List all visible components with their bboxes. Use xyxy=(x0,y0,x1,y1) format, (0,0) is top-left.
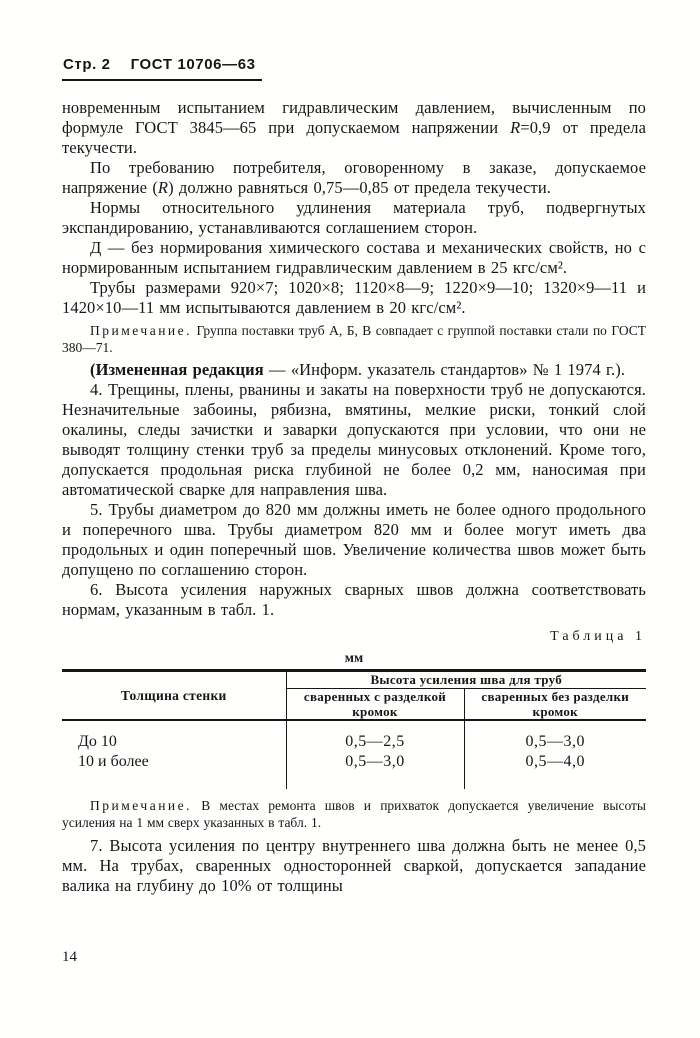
column-header-without-edge-prep: сваренных без разделки кромок xyxy=(464,689,646,721)
paragraph-amendment xyxy=(62,360,646,380)
text-segment: По требованию потребителя, оговоренному в заказе, допускаемое напряжение ( xyxy=(62,158,646,197)
note-paragraph xyxy=(62,323,646,356)
cell-value: 0,5—3,0 xyxy=(464,720,646,752)
text-segment: ) должно равняться 0,75—0,85 от предела текучести. xyxy=(168,178,551,197)
table-header-row xyxy=(62,671,646,689)
text-segment: Группа поставки труб А, Б, В совпадает с группой поставки стали по ГОСТ 380—71. xyxy=(62,323,646,355)
paragraph: Нормы относительного удлинения материала труб, подвергнутых экспандированию, устанавливаются соглашением сторон. xyxy=(62,198,646,237)
table-row xyxy=(62,720,646,752)
text-segment: новременным испытанием гидравлическим давлением, вычисленным по формуле ГОСТ 3845—65 при допускаемом напряжении xyxy=(62,98,646,137)
table-unit-label: мм xyxy=(344,650,364,665)
standard-number: ГОСТ 10706—63 xyxy=(130,56,256,73)
page-header xyxy=(62,56,262,81)
cell-empty xyxy=(286,772,464,789)
page-content xyxy=(62,56,646,896)
note-label: Примечание. xyxy=(90,798,193,813)
paragraph-continuation xyxy=(62,98,646,158)
table-caption: Таблица 1 xyxy=(550,629,646,644)
column-header-with-edge-prep: сваренных с разделкой кромок xyxy=(286,689,464,721)
cell-empty xyxy=(464,772,646,789)
cell-empty xyxy=(62,772,286,789)
cell-thickness: 10 и более xyxy=(78,753,149,770)
table-open-bottom-row xyxy=(62,772,646,789)
weld-height-table xyxy=(62,669,646,789)
paragraph xyxy=(62,158,646,198)
note-label: Примечание. xyxy=(90,323,193,338)
page-label: Стр. 2 xyxy=(63,56,111,73)
text-segment: — «Информ. указатель стандартов» № 1 1974 г.). xyxy=(263,360,626,379)
cell-value: 0,5—3,0 xyxy=(286,752,464,772)
formula-variable-R: R xyxy=(157,178,169,197)
column-header-weld-height: Высота усиления шва для труб xyxy=(286,671,646,689)
text-segment: =0,9 от предела текучести. xyxy=(62,118,647,157)
paragraph-clause-5: 5. Трубы диаметром до 820 мм должны иметь не более одного продольного и поперечного шва. Трубы диаметром 820 мм и более могут иметь два продольных и один поперечный шов. Увеличение количества швов может быть допущено по соглашению сторон. xyxy=(62,500,646,579)
cell-thickness: До 10 xyxy=(78,733,117,750)
paragraph-clause-7: 7. Высота усиления по центру внутреннего шва должна быть не менее 0,5 мм. На трубах, сваренных односторонней сваркой, допускается западание валика на глубину до 10% от толщины xyxy=(62,836,646,895)
cell-value: 0,5—4,0 xyxy=(464,752,646,772)
cell-value: 0,5—2,5 xyxy=(286,720,464,752)
text-segment: В местах ремонта швов и прихваток допускается увеличение высоты усиления на 1 мм сверх указанных в табл. 1. xyxy=(62,798,646,830)
amendment-label: (Измененная редакция xyxy=(90,360,264,379)
formula-variable-R: R xyxy=(510,118,521,137)
paragraph-clause-6: 6. Высота усиления наружных сварных швов должна соответствовать нормам, указанным в табл. 1. xyxy=(62,580,646,619)
table-row xyxy=(62,752,646,772)
note-paragraph xyxy=(62,798,646,831)
paragraph-clause-4: 4. Трещины, плены, рванины и закаты на поверхности труб не допускаются. Незначительные забоины, рябизна, вмятины, мелкие риски, тонкий слой окалины, следы зачистки и заварки допускаются при условии, что они не выводят толщину стенки труб за пределы минусовых отклонений. Кроме того, допускается продольная риска глубиной не более 0,2 мм, наносимая при автоматической сварке для направления шва. xyxy=(62,380,646,499)
paragraph: Трубы размерами 920×7; 1020×8; 1120×8—9; 1220×9—10; 1320×9—11 и 1420×10—11 мм испытываются давлением в 20 кгс/см². xyxy=(62,278,646,317)
column-header-wall-thickness: Толщина стенки xyxy=(62,671,286,721)
paragraph: Д — без нормирования химического состава и механических свойств, но с нормированным испытанием гидравлическим давлением в 25 кгс/см². xyxy=(62,238,646,277)
page-number: 14 xyxy=(62,949,77,965)
